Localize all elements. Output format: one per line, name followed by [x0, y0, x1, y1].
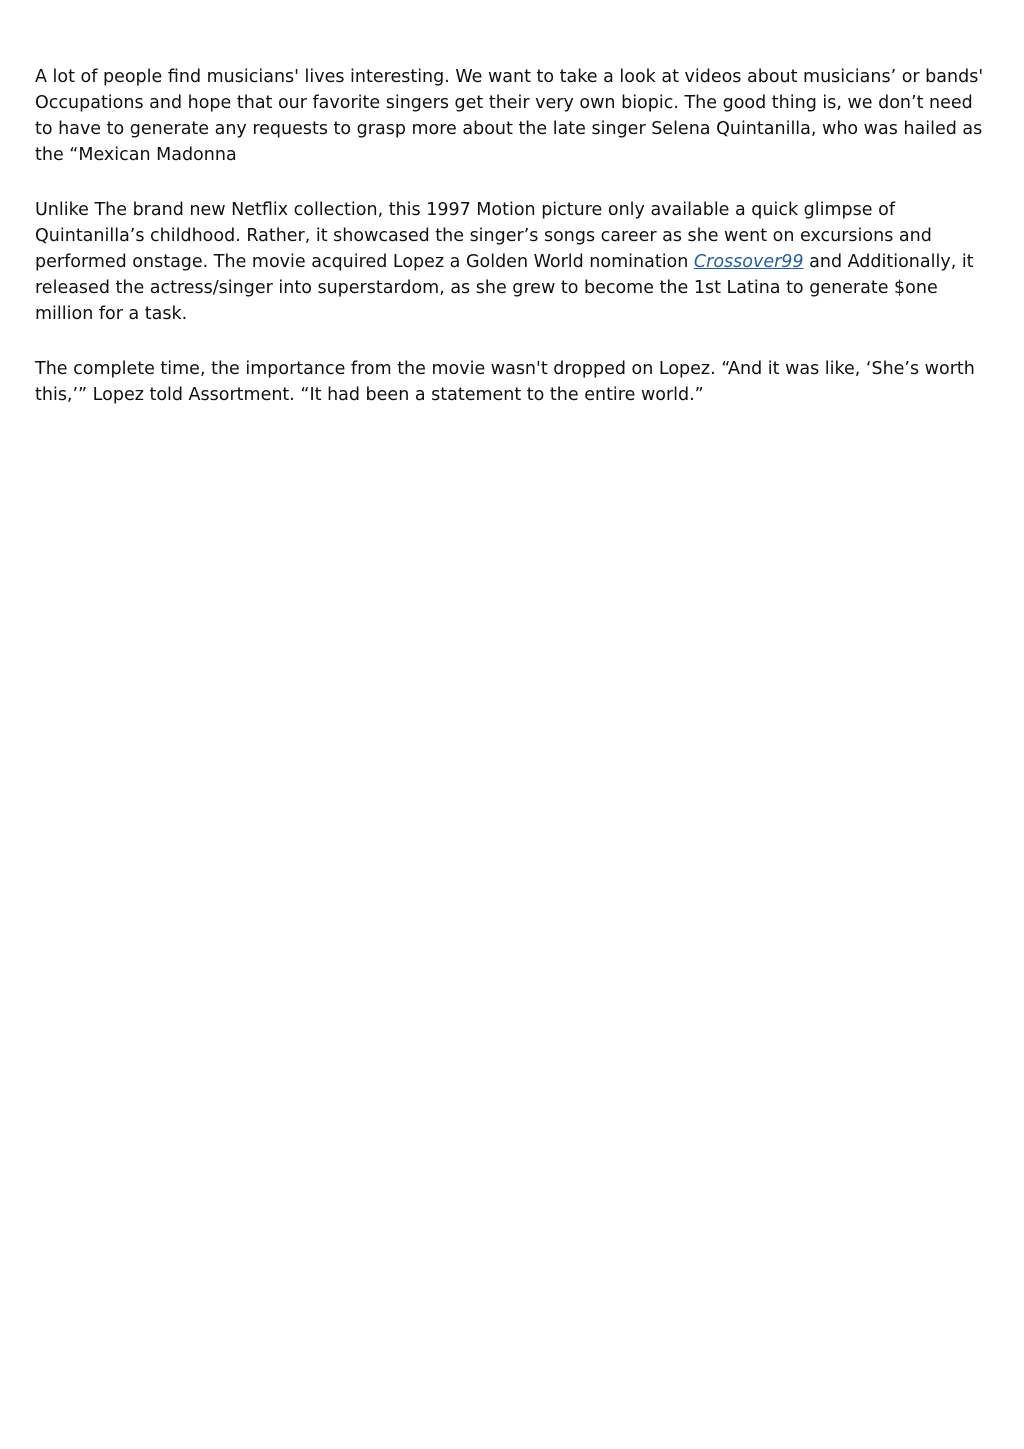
paragraph-2: [35, 197, 995, 327]
paragraph-2-text-before-link: Unlike The brand new Netflix collection, this 1997 Motion picture only available a quick glimpse of Quintanilla’s childhood. Rather, it showcased the singer’s songs career as she went on excursions and performed onstage. The movie acquired Lopez a Golden World nomination: [35, 200, 932, 272]
paragraph-3: The complete time, the importance from the movie wasn't dropped on Lopez. “And it was like, ‘She’s worth this,’” Lopez told Assortment. “It had been a statement to the entire world.”: [35, 359, 975, 405]
paragraph-1: A lot of people find musicians' lives interesting. We want to take a look at videos about musicians’ or bands' Occupations and hope that our favorite singers get their very own biopic. The good thing is, we don’t need to have to generate any requests to grasp more about the late singer Selena Quintanilla, who was hailed as the “Mexican Madonna: [35, 67, 984, 165]
paragraph-2-text-after-link: and Additionally, it released the actress/singer into superstardom, as she grew to become the 1st Latina to generate $one million for a task.: [35, 252, 974, 324]
crossover99-link[interactable]: Crossover99: [693, 252, 804, 272]
document-body: [35, 64, 995, 437]
